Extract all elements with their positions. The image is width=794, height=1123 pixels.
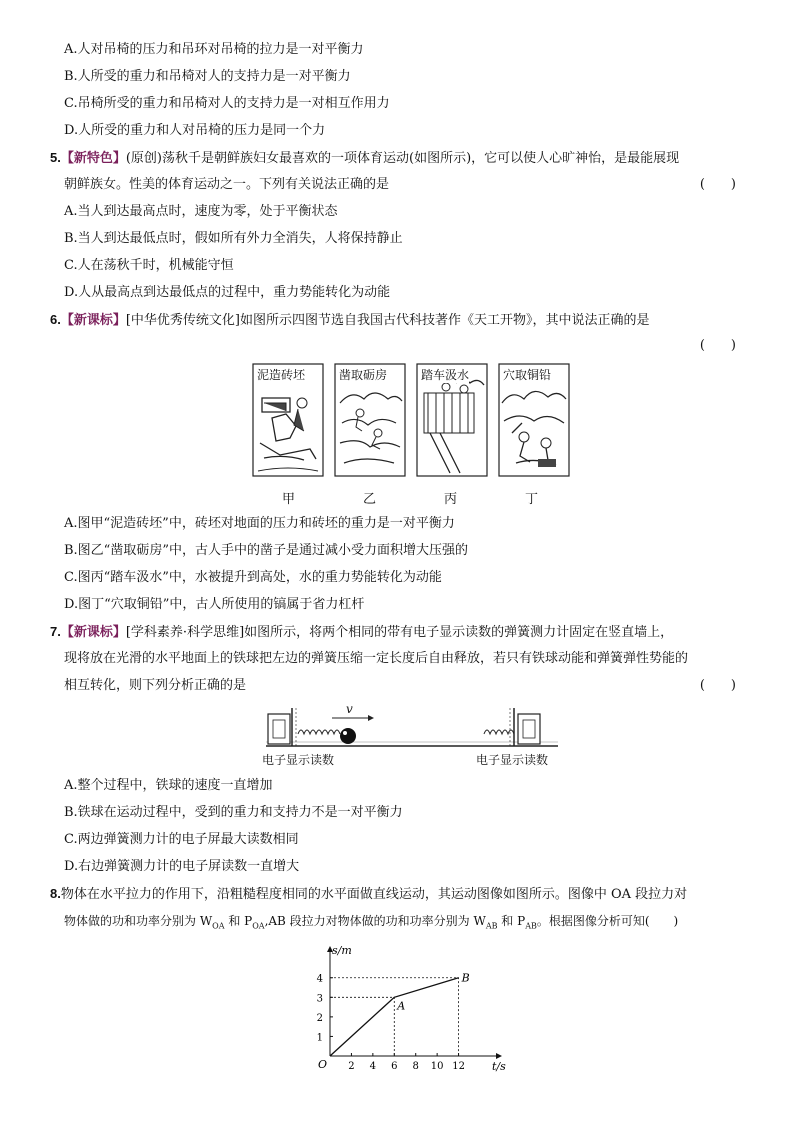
q4-option-b: B.人所受的重力和吊椅对人的支持力是一对平衡力 (64, 69, 351, 84)
x-tick-label: 6 (391, 1061, 398, 1072)
st-chart (306, 940, 506, 1080)
x-tick-label: 4 (369, 1061, 377, 1072)
q7-option-a: A.整个过程中，铁球的速度一直增加 (64, 778, 273, 793)
q8-stem (50, 885, 687, 904)
q7-option-d: D.右边弹簧测力计的电子屏读数一直增大 (64, 859, 300, 874)
series-line (330, 978, 459, 1056)
x-tick-label: 10 (430, 1061, 444, 1072)
q4-option-a: A.人对吊椅的压力和吊环对吊椅的拉力是一对平衡力 (64, 42, 364, 57)
q6-tag: 【新课标】 (60, 313, 126, 328)
q8-number: 8. (50, 886, 61, 901)
q7-number: 7. (50, 624, 61, 639)
panel-jia-title: 泥造砖坯 (257, 368, 306, 382)
spring-figure (262, 704, 562, 774)
q7-stem (50, 623, 673, 642)
q6-option-a: A.图甲“泥造砖坯”中，砖坯对地面的压力和砖坯的重力是一对平衡力 (64, 516, 455, 531)
tiangong-figure (252, 363, 572, 478)
q6-option-c: C.图丙“踏车汲水”中，水被提升到高处，水的重力势能转化为动能 (64, 570, 442, 585)
q6-stem-text: [中华优秀传统文化]如图所示四图节选自我国古代科技著作《天工开物》，其中说法正确的是 (125, 313, 650, 328)
y-axis-label: s/m (332, 944, 352, 957)
panel-ding-title: 穴取铜铅 (503, 368, 552, 382)
origin-label: O (318, 1058, 328, 1071)
iron-ball (340, 728, 356, 744)
q8-stem-line2: 物体做的功和功率分别为 $W_{OA}$ 和 $P_{OA},AB$ 段拉力对物体做的功和功率分别为 $W_{AB}$ 和 $P_{AB}$。根据图像分析可知( ) (64, 914, 679, 931)
y-tick-label: 2 (316, 1012, 323, 1024)
q4-option-d: D.人所受的重力和人对吊椅的压力是同一个力 (64, 123, 326, 138)
panel-yi-label: 乙 (363, 492, 377, 507)
q5-answer-paren: ( ) (699, 177, 736, 192)
velocity-arrow (332, 715, 374, 721)
q7-answer-paren: ( ) (699, 678, 736, 693)
panel-ding-label: 丁 (525, 492, 539, 507)
q5-option-b: B.当人到达最低点时，假如所有外力全消失，人将保持静止 (64, 231, 403, 246)
q7-stem-line2: 现将放在光滑的水平地面上的铁球把左边的弹簧压缩一定长度后自由释放，若只有铁球动能和弹簧弹性势能的 (64, 651, 689, 666)
x-axis-arrow (496, 1053, 502, 1059)
right-meter (510, 708, 540, 746)
q5-stem-line2: 朝鲜族女。性美的体育运动之一。下列有关说法正确的是 (64, 177, 390, 192)
velocity-label: v (346, 702, 353, 716)
q5-number: 5. (50, 150, 61, 165)
q6-number: 6. (50, 312, 61, 327)
x-tick-label: 8 (412, 1061, 419, 1072)
panel-yi-title: 凿取砺房 (339, 368, 388, 382)
q7-stem-line3: 相互转化，则下列分析正确的是 (64, 678, 247, 693)
panel-bing-title: 踏车汲水 (421, 368, 470, 382)
q5-stem (50, 149, 679, 168)
q6-option-d: D.图丁“穴取铜铅”中，古人所使用的镐属于省力杠杆 (64, 597, 365, 612)
point-label-a: A (397, 999, 406, 1013)
q7-option-b: B.铁球在运动过程中，受到的重力和支持力不是一对平衡力 (64, 805, 403, 820)
x-tick-label: 2 (348, 1061, 355, 1072)
q5-tag: 【新特色】 (60, 151, 126, 166)
q5-stem-line1: (原创)荡秋千是朝鲜族妇女最喜欢的一项体育运动(如图所示)，它可以使人心旷神怡，是最能展现 (125, 151, 680, 166)
q5-option-c: C.人在荡秋千时，机械能守恒 (64, 258, 234, 273)
q5-option-d: D.人从最高点到达最低点的过程中，重力势能转化为动能 (64, 285, 391, 300)
y-tick-label: 4 (316, 973, 323, 985)
q6-answer-paren: ( ) (699, 338, 736, 353)
q5-option-a: A.当人到达最高点时，速度为零，处于平衡状态 (64, 204, 338, 219)
right-meter-label: 电子显示读数 (476, 753, 549, 767)
x-axis-label: t/s (492, 1060, 506, 1073)
q8-answer-paren: ( ) (644, 914, 679, 928)
y-tick-label: 3 (316, 993, 323, 1005)
q6-option-b: B.图乙“凿取砺房”中，古人手中的凿子是通过减小受力面积增大压强的 (64, 543, 468, 558)
q4-option-c: C.吊椅所受的重力和吊椅对人的支持力是一对相互作用力 (64, 96, 390, 111)
q8-stem-line1: 物体在水平拉力的作用下，沿粗糙程度相同的水平面做直线运动，其运动图像如图所示。图像中 OA 段拉力对 (60, 887, 688, 902)
panel-jia-label: 甲 (282, 492, 296, 507)
y-tick-label: 1 (316, 1032, 323, 1044)
q7-option-c: C.两边弹簧测力计的电子屏最大读数相同 (64, 832, 299, 847)
q6-stem (50, 311, 650, 330)
guide-line (330, 978, 459, 1056)
left-spring (298, 730, 340, 734)
q7-tag: 【新课标】 (60, 625, 126, 640)
q7-stem-line1: [学科素养·科学思维]如图所示，将两个相同的带有电子显示读数的弹簧测力计固定在竖直墙上， (125, 625, 674, 640)
st-chart-svg (306, 940, 506, 1080)
left-meter-label: 电子显示读数 (262, 753, 335, 767)
right-spring (484, 730, 514, 734)
point-label-b: B (461, 971, 470, 985)
x-tick-label: 12 (452, 1061, 465, 1072)
panel-bing-label: 丙 (444, 492, 458, 507)
left-meter (268, 708, 296, 746)
